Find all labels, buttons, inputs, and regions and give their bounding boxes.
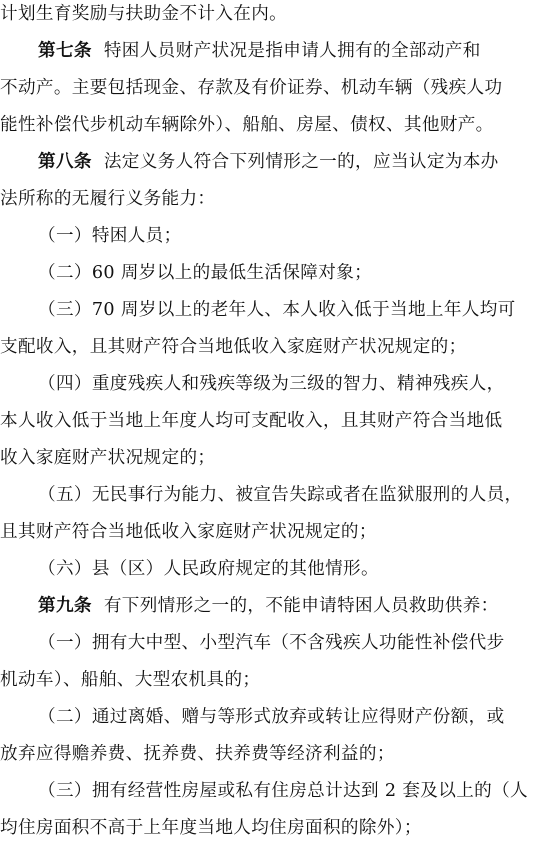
text-line: [0, 187, 215, 211]
line-text: 本人收入低于当地上年度人均可支配收入，且其财产符合当地低: [0, 411, 503, 431]
line-text: （四）重度残疾人和残疾等级为三级的智力、精神残疾人，: [38, 374, 505, 394]
line-text: （二）通过离婚、赠与等形式放弃或转让应得财产份额，或: [38, 707, 505, 727]
line-text: 法定义务人符合下列情形之一的，应当认定为本办: [103, 152, 499, 172]
line-text: 且其财产符合当地低收入家庭财产状况规定的；: [0, 522, 377, 542]
line-text: 法所称的无履行义务能力：: [0, 189, 216, 209]
list-item: [38, 779, 528, 803]
text-line: [0, 816, 422, 840]
line-text: 支配收入，且其财产符合当地低收入家庭财产状况规定的；: [0, 337, 467, 357]
list-item: [38, 224, 182, 248]
line-text: 机动车）、船舶、大型农机具的；: [0, 670, 261, 690]
text-line: [0, 76, 502, 100]
text-line: [0, 409, 502, 433]
line-text: （六）县（区）人民政府规定的其他情形。: [38, 559, 379, 579]
line-text: 能性补偿代步机动车辆除外）、船舶、房屋、债权、其他财产。: [0, 115, 494, 135]
text-line: [0, 520, 377, 544]
list-item: [38, 261, 372, 285]
line-text: （三）拥有经营性房屋或私有住房总计达到 2 套及以上的（人: [38, 781, 528, 801]
list-item: [38, 483, 522, 507]
line-text: 收入家庭财产状况规定的；: [0, 448, 216, 468]
line-text: 特困人员财产状况是指申请人拥有的全部动产和: [103, 41, 481, 61]
line-text: （五）无民事行为能力、被宣告失踪或者在监狱服刑的人员，: [38, 485, 523, 505]
list-item: [38, 705, 505, 729]
text-line: [0, 668, 260, 692]
list-item: [38, 631, 505, 655]
line-text: 放弃应得赡养费、抚养费、扶养费等经济利益的；: [0, 744, 395, 764]
text-line: [0, 742, 395, 766]
list-item: [38, 557, 379, 581]
text-line: [0, 335, 467, 359]
line-text: 计划生育奖励与扶助金不计入在内。: [0, 4, 288, 24]
line-text: 均住房面积不高于上年度当地人均住房面积的除外）；: [0, 818, 422, 838]
article-label: 第九条: [38, 596, 92, 616]
line-text: 有下列情形之一的，不能申请特困人员救助供养：: [103, 596, 499, 616]
line-text: （二）60 周岁以上的最低生活保障对象；: [38, 263, 373, 283]
line-text: （一）拥有大中型、小型汽车（不含残疾人功能性补偿代步: [38, 633, 505, 653]
text-line: [0, 113, 494, 137]
list-item: [38, 298, 516, 322]
article-7-heading-line: [38, 39, 481, 63]
article-label: 第八条: [38, 152, 92, 172]
article-9-heading-line: [38, 594, 499, 618]
text-line: [0, 2, 287, 26]
article-8-heading-line: [38, 150, 499, 174]
list-item: [38, 372, 505, 396]
line-text: （三）70 周岁以上的老年人、本人收入低于当地上年人均可: [38, 300, 516, 320]
line-text: 不动产。主要包括现金、存款及有价证券、机动车辆（残疾人功: [0, 78, 503, 98]
line-text: （一）特困人员；: [38, 226, 182, 246]
text-line: [0, 446, 215, 470]
article-label: 第七条: [38, 41, 92, 61]
